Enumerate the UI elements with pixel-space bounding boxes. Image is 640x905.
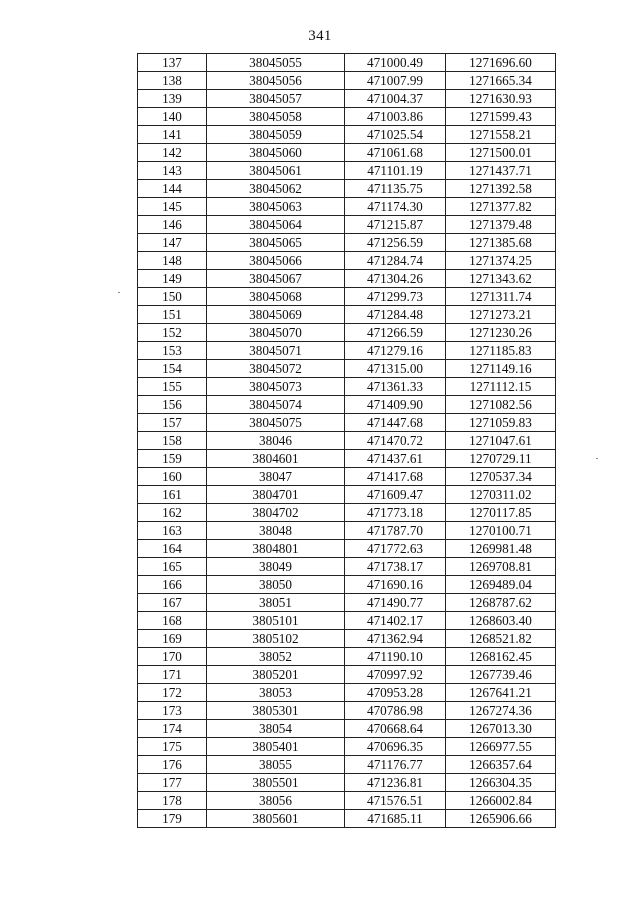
x-coordinate-cell: 471176.77 xyxy=(345,756,446,774)
point-index-cell: 159 xyxy=(138,450,207,468)
point-index-cell: 179 xyxy=(138,810,207,828)
x-coordinate-cell: 471409.90 xyxy=(345,396,446,414)
table-row xyxy=(138,630,556,648)
point-id-cell: 38055 xyxy=(207,756,345,774)
y-coordinate-cell: 1271185.83 xyxy=(446,342,556,360)
y-coordinate-cell: 1271630.93 xyxy=(446,90,556,108)
y-coordinate-cell: 1271273.21 xyxy=(446,306,556,324)
point-index-cell: 153 xyxy=(138,342,207,360)
table-row xyxy=(138,180,556,198)
table-row xyxy=(138,54,556,72)
table-row xyxy=(138,396,556,414)
x-coordinate-cell: 471256.59 xyxy=(345,234,446,252)
table-row xyxy=(138,234,556,252)
x-coordinate-cell: 471279.16 xyxy=(345,342,446,360)
table-row xyxy=(138,522,556,540)
y-coordinate-cell: 1271437.71 xyxy=(446,162,556,180)
x-coordinate-cell: 471000.49 xyxy=(345,54,446,72)
x-coordinate-cell: 471299.73 xyxy=(345,288,446,306)
table-row xyxy=(138,558,556,576)
y-coordinate-cell: 1267739.46 xyxy=(446,666,556,684)
y-coordinate-cell: 1267274.36 xyxy=(446,702,556,720)
point-index-cell: 156 xyxy=(138,396,207,414)
point-id-cell: 3805102 xyxy=(207,630,345,648)
point-id-cell: 38045069 xyxy=(207,306,345,324)
x-coordinate-cell: 470997.92 xyxy=(345,666,446,684)
table-row xyxy=(138,666,556,684)
point-id-cell: 38045058 xyxy=(207,108,345,126)
x-coordinate-cell: 471361.33 xyxy=(345,378,446,396)
table-row xyxy=(138,342,556,360)
x-coordinate-cell: 471362.94 xyxy=(345,630,446,648)
x-coordinate-cell: 471490.77 xyxy=(345,594,446,612)
table-row xyxy=(138,378,556,396)
x-coordinate-cell: 471236.81 xyxy=(345,774,446,792)
table-row xyxy=(138,702,556,720)
point-id-cell: 38045066 xyxy=(207,252,345,270)
point-id-cell: 3805401 xyxy=(207,738,345,756)
table-row xyxy=(138,252,556,270)
point-index-cell: 160 xyxy=(138,468,207,486)
point-id-cell: 3805601 xyxy=(207,810,345,828)
point-id-cell: 38045068 xyxy=(207,288,345,306)
point-id-cell: 38051 xyxy=(207,594,345,612)
y-coordinate-cell: 1271665.34 xyxy=(446,72,556,90)
y-coordinate-cell: 1268603.40 xyxy=(446,612,556,630)
y-coordinate-cell: 1271149.16 xyxy=(446,360,556,378)
x-coordinate-cell: 471266.59 xyxy=(345,324,446,342)
point-index-cell: 168 xyxy=(138,612,207,630)
x-coordinate-cell: 471003.86 xyxy=(345,108,446,126)
y-coordinate-cell: 1266304.35 xyxy=(446,774,556,792)
point-index-cell: 148 xyxy=(138,252,207,270)
point-id-cell: 38045061 xyxy=(207,162,345,180)
point-index-cell: 141 xyxy=(138,126,207,144)
point-index-cell: 144 xyxy=(138,180,207,198)
point-index-cell: 140 xyxy=(138,108,207,126)
point-index-cell: 177 xyxy=(138,774,207,792)
y-coordinate-cell: 1267641.21 xyxy=(446,684,556,702)
table-row xyxy=(138,432,556,450)
x-coordinate-cell: 471215.87 xyxy=(345,216,446,234)
x-coordinate-cell: 471772.63 xyxy=(345,540,446,558)
point-id-cell: 38045074 xyxy=(207,396,345,414)
y-coordinate-cell: 1271379.48 xyxy=(446,216,556,234)
point-index-cell: 170 xyxy=(138,648,207,666)
point-index-cell: 174 xyxy=(138,720,207,738)
coordinates-table-body xyxy=(138,54,556,828)
table-row xyxy=(138,72,556,90)
table-row xyxy=(138,774,556,792)
point-index-cell: 154 xyxy=(138,360,207,378)
x-coordinate-cell: 470668.64 xyxy=(345,720,446,738)
table-row xyxy=(138,270,556,288)
x-coordinate-cell: 471787.70 xyxy=(345,522,446,540)
table-row xyxy=(138,360,556,378)
x-coordinate-cell: 471284.74 xyxy=(345,252,446,270)
x-coordinate-cell: 470786.98 xyxy=(345,702,446,720)
y-coordinate-cell: 1268162.45 xyxy=(446,648,556,666)
y-coordinate-cell: 1270729.11 xyxy=(446,450,556,468)
y-coordinate-cell: 1271558.21 xyxy=(446,126,556,144)
y-coordinate-cell: 1269981.48 xyxy=(446,540,556,558)
y-coordinate-cell: 1271047.61 xyxy=(446,432,556,450)
point-index-cell: 167 xyxy=(138,594,207,612)
x-coordinate-cell: 471402.17 xyxy=(345,612,446,630)
y-coordinate-cell: 1266002.84 xyxy=(446,792,556,810)
y-coordinate-cell: 1268521.82 xyxy=(446,630,556,648)
point-id-cell: 38050 xyxy=(207,576,345,594)
y-coordinate-cell: 1269708.81 xyxy=(446,558,556,576)
point-index-cell: 147 xyxy=(138,234,207,252)
point-id-cell: 3804702 xyxy=(207,504,345,522)
point-id-cell: 38045072 xyxy=(207,360,345,378)
x-coordinate-cell: 470696.35 xyxy=(345,738,446,756)
x-coordinate-cell: 471576.51 xyxy=(345,792,446,810)
table-row xyxy=(138,792,556,810)
point-id-cell: 38045071 xyxy=(207,342,345,360)
point-id-cell: 38052 xyxy=(207,648,345,666)
x-coordinate-cell: 471417.68 xyxy=(345,468,446,486)
y-coordinate-cell: 1271500.01 xyxy=(446,144,556,162)
point-index-cell: 155 xyxy=(138,378,207,396)
point-id-cell: 38053 xyxy=(207,684,345,702)
x-coordinate-cell: 471025.54 xyxy=(345,126,446,144)
table-row xyxy=(138,288,556,306)
y-coordinate-cell: 1271599.43 xyxy=(446,108,556,126)
point-index-cell: 171 xyxy=(138,666,207,684)
y-coordinate-cell: 1266977.55 xyxy=(446,738,556,756)
point-index-cell: 139 xyxy=(138,90,207,108)
page-number: 341 xyxy=(308,28,332,44)
table-row xyxy=(138,648,556,666)
x-coordinate-cell: 471284.48 xyxy=(345,306,446,324)
point-index-cell: 145 xyxy=(138,198,207,216)
point-id-cell: 38054 xyxy=(207,720,345,738)
table-row xyxy=(138,126,556,144)
x-coordinate-cell: 471690.16 xyxy=(345,576,446,594)
y-coordinate-cell: 1271343.62 xyxy=(446,270,556,288)
point-index-cell: 163 xyxy=(138,522,207,540)
table-row xyxy=(138,504,556,522)
table-row xyxy=(138,612,556,630)
y-coordinate-cell: 1268787.62 xyxy=(446,594,556,612)
table-row xyxy=(138,108,556,126)
table-row xyxy=(138,576,556,594)
y-coordinate-cell: 1271374.25 xyxy=(446,252,556,270)
point-id-cell: 38048 xyxy=(207,522,345,540)
point-index-cell: 176 xyxy=(138,756,207,774)
point-id-cell: 38045070 xyxy=(207,324,345,342)
point-index-cell: 143 xyxy=(138,162,207,180)
x-coordinate-cell: 471470.72 xyxy=(345,432,446,450)
table-row xyxy=(138,756,556,774)
y-coordinate-cell: 1270100.71 xyxy=(446,522,556,540)
y-coordinate-cell: 1271082.56 xyxy=(446,396,556,414)
point-id-cell: 3805301 xyxy=(207,702,345,720)
point-id-cell: 38045059 xyxy=(207,126,345,144)
point-index-cell: 164 xyxy=(138,540,207,558)
point-index-cell: 137 xyxy=(138,54,207,72)
point-index-cell: 165 xyxy=(138,558,207,576)
y-coordinate-cell: 1265906.66 xyxy=(446,810,556,828)
point-id-cell: 38045057 xyxy=(207,90,345,108)
point-id-cell: 38045065 xyxy=(207,234,345,252)
x-coordinate-cell: 471437.61 xyxy=(345,450,446,468)
y-coordinate-cell: 1271311.74 xyxy=(446,288,556,306)
y-coordinate-cell: 1271385.68 xyxy=(446,234,556,252)
x-coordinate-cell: 470953.28 xyxy=(345,684,446,702)
x-coordinate-cell: 471174.30 xyxy=(345,198,446,216)
point-index-cell: 138 xyxy=(138,72,207,90)
table-row xyxy=(138,738,556,756)
point-id-cell: 38045073 xyxy=(207,378,345,396)
point-id-cell: 38045060 xyxy=(207,144,345,162)
table-row xyxy=(138,594,556,612)
y-coordinate-cell: 1271112.15 xyxy=(446,378,556,396)
point-id-cell: 38047 xyxy=(207,468,345,486)
point-index-cell: 166 xyxy=(138,576,207,594)
y-coordinate-cell: 1271230.26 xyxy=(446,324,556,342)
point-id-cell: 3805501 xyxy=(207,774,345,792)
x-coordinate-cell: 471135.75 xyxy=(345,180,446,198)
y-coordinate-cell: 1269489.04 xyxy=(446,576,556,594)
table-row xyxy=(138,414,556,432)
table-row xyxy=(138,324,556,342)
point-id-cell: 38045062 xyxy=(207,180,345,198)
table-row xyxy=(138,450,556,468)
point-index-cell: 162 xyxy=(138,504,207,522)
table-row xyxy=(138,162,556,180)
point-id-cell: 3804801 xyxy=(207,540,345,558)
point-index-cell: 169 xyxy=(138,630,207,648)
x-coordinate-cell: 471447.68 xyxy=(345,414,446,432)
point-index-cell: 142 xyxy=(138,144,207,162)
y-coordinate-cell: 1266357.64 xyxy=(446,756,556,774)
point-index-cell: 175 xyxy=(138,738,207,756)
table-row xyxy=(138,468,556,486)
point-id-cell: 3804601 xyxy=(207,450,345,468)
point-index-cell: 157 xyxy=(138,414,207,432)
point-id-cell: 38049 xyxy=(207,558,345,576)
y-coordinate-cell: 1270537.34 xyxy=(446,468,556,486)
coordinates-table xyxy=(137,53,556,828)
point-index-cell: 146 xyxy=(138,216,207,234)
x-coordinate-cell: 471004.37 xyxy=(345,90,446,108)
y-coordinate-cell: 1271696.60 xyxy=(446,54,556,72)
point-id-cell: 38045056 xyxy=(207,72,345,90)
point-index-cell: 173 xyxy=(138,702,207,720)
point-id-cell: 38045055 xyxy=(207,54,345,72)
y-coordinate-cell: 1271059.83 xyxy=(446,414,556,432)
point-id-cell: 38046 xyxy=(207,432,345,450)
scan-speck xyxy=(118,292,120,293)
table-row xyxy=(138,306,556,324)
table-row xyxy=(138,720,556,738)
x-coordinate-cell: 471738.17 xyxy=(345,558,446,576)
scan-speck xyxy=(596,458,598,459)
point-id-cell: 38045064 xyxy=(207,216,345,234)
table-row xyxy=(138,144,556,162)
table-row xyxy=(138,684,556,702)
point-index-cell: 152 xyxy=(138,324,207,342)
x-coordinate-cell: 471190.10 xyxy=(345,648,446,666)
point-id-cell: 3805101 xyxy=(207,612,345,630)
x-coordinate-cell: 471609.47 xyxy=(345,486,446,504)
x-coordinate-cell: 471315.00 xyxy=(345,360,446,378)
table-row xyxy=(138,810,556,828)
x-coordinate-cell: 471304.26 xyxy=(345,270,446,288)
point-index-cell: 150 xyxy=(138,288,207,306)
y-coordinate-cell: 1271392.58 xyxy=(446,180,556,198)
point-index-cell: 149 xyxy=(138,270,207,288)
point-id-cell: 3805201 xyxy=(207,666,345,684)
x-coordinate-cell: 471061.68 xyxy=(345,144,446,162)
point-id-cell: 38045075 xyxy=(207,414,345,432)
table-row xyxy=(138,216,556,234)
y-coordinate-cell: 1270117.85 xyxy=(446,504,556,522)
point-id-cell: 38045063 xyxy=(207,198,345,216)
y-coordinate-cell: 1270311.02 xyxy=(446,486,556,504)
table-row xyxy=(138,486,556,504)
point-id-cell: 3804701 xyxy=(207,486,345,504)
x-coordinate-cell: 471101.19 xyxy=(345,162,446,180)
x-coordinate-cell: 471685.11 xyxy=(345,810,446,828)
point-index-cell: 158 xyxy=(138,432,207,450)
table-row xyxy=(138,540,556,558)
y-coordinate-cell: 1271377.82 xyxy=(446,198,556,216)
y-coordinate-cell: 1267013.30 xyxy=(446,720,556,738)
table-row xyxy=(138,90,556,108)
point-index-cell: 178 xyxy=(138,792,207,810)
x-coordinate-cell: 471773.18 xyxy=(345,504,446,522)
x-coordinate-cell: 471007.99 xyxy=(345,72,446,90)
point-index-cell: 161 xyxy=(138,486,207,504)
point-index-cell: 172 xyxy=(138,684,207,702)
table-row xyxy=(138,198,556,216)
point-id-cell: 38056 xyxy=(207,792,345,810)
point-index-cell: 151 xyxy=(138,306,207,324)
point-id-cell: 38045067 xyxy=(207,270,345,288)
